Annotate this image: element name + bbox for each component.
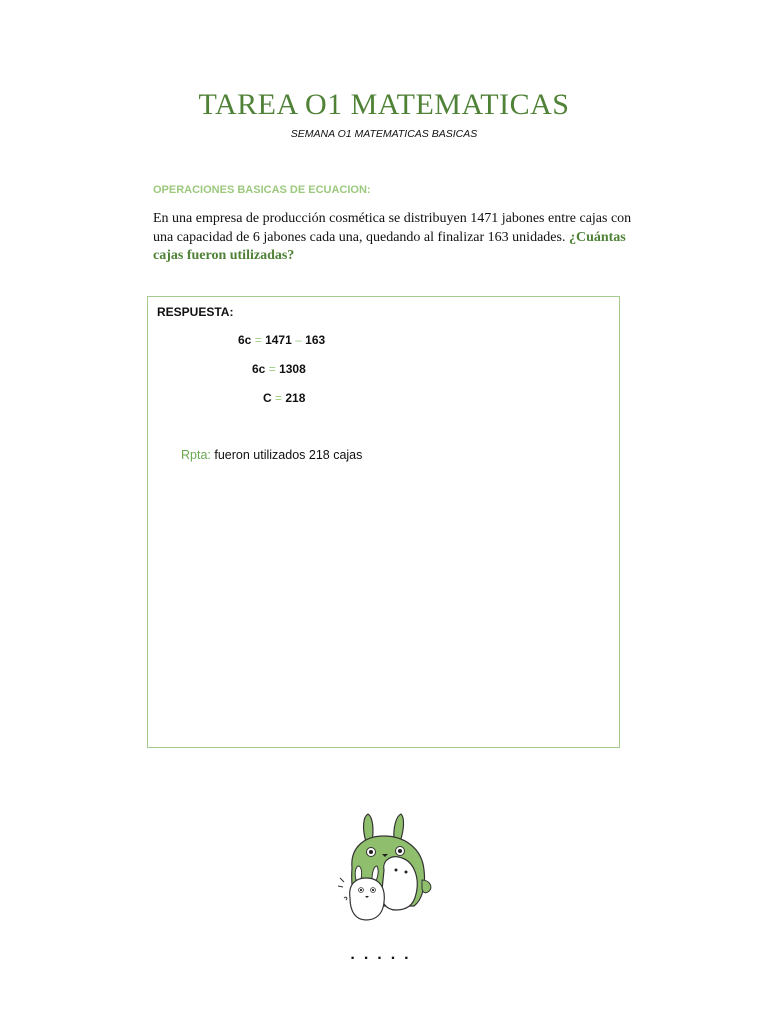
- equals-sign: =: [268, 362, 276, 376]
- equation-lhs: C: [263, 391, 272, 405]
- problem-text: En una empresa de producción cosmética se distribuyen 1471 jabones entre cajas con una capacidad de 6 jabones cada una, quedando al finalizar 163 unidades.: [153, 211, 632, 245]
- equation-1: [238, 333, 325, 347]
- equation-value: 1308: [279, 362, 306, 376]
- equation-lhs: 6c: [252, 362, 266, 376]
- minus-sign: –: [295, 333, 302, 347]
- equals-sign: =: [275, 391, 283, 405]
- equation-2: [252, 362, 306, 376]
- problem-statement: [153, 210, 643, 266]
- answer-box: [147, 296, 620, 748]
- equation-lhs: 6c: [238, 333, 252, 347]
- page-title: TAREA O1 MATEMATICAS: [198, 88, 570, 121]
- final-answer: [181, 448, 362, 462]
- footer-dots: .....: [350, 946, 418, 963]
- page-subtitle: SEMANA O1 MATEMATICAS BASICAS: [290, 128, 478, 140]
- equals-sign: =: [254, 333, 262, 347]
- equation-value: 1471: [265, 333, 292, 347]
- section-heading: OPERACIONES BASICAS DE ECUACION:: [153, 184, 371, 196]
- equation-value: 218: [285, 391, 306, 405]
- problem-question: ¿Cuántas cajas fueron utilizadas?: [153, 229, 626, 263]
- final-answer-label: Rpta:: [181, 448, 211, 462]
- answer-label: RESPUESTA:: [157, 305, 234, 319]
- equation-3: [263, 391, 305, 405]
- equation-value: 163: [305, 333, 326, 347]
- totoro-illustration-icon: [330, 808, 440, 926]
- final-answer-text: fueron utilizados 218 cajas: [214, 448, 363, 462]
